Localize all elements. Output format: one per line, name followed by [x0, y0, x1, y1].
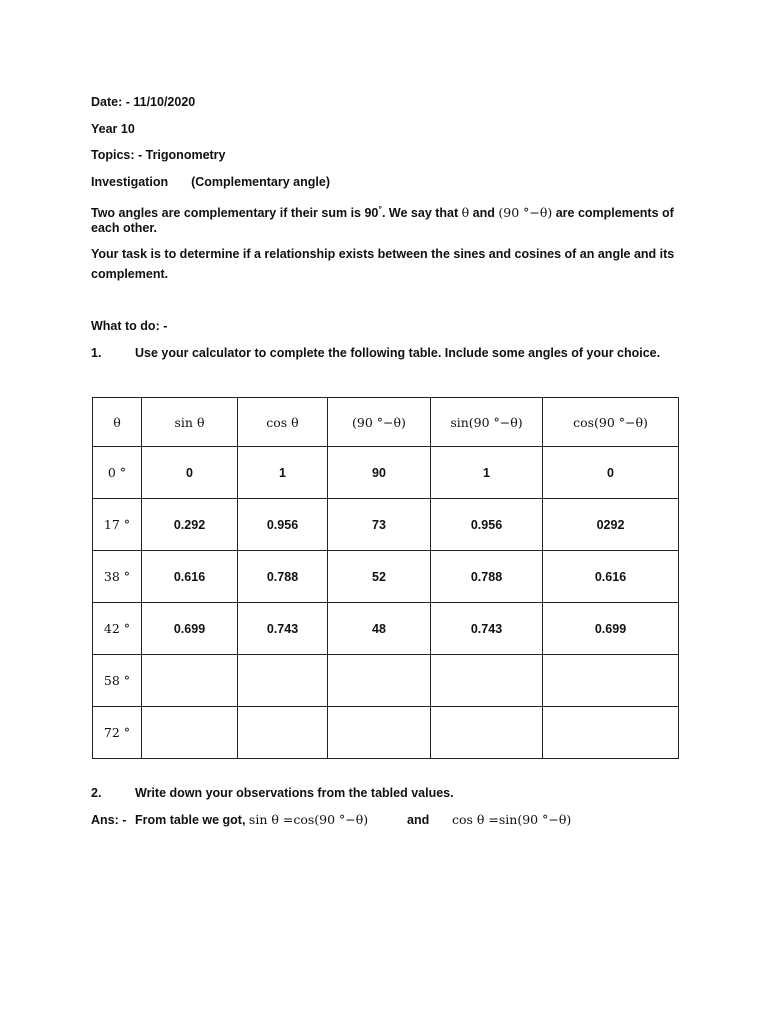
cos-cell: 0.956: [238, 499, 328, 551]
cos-complement-cell: 0.699: [543, 603, 679, 655]
table-row: [93, 707, 679, 759]
cos-complement-cell: 0: [543, 447, 679, 499]
complement-expression: (90 °−θ): [498, 205, 553, 221]
investigation-title: (Complementary angle): [191, 175, 330, 189]
answer-and: and: [407, 813, 430, 827]
cos-complement-cell: [543, 707, 679, 759]
table-row: [93, 447, 679, 499]
cos-cell: 0.788: [238, 551, 328, 603]
intro-text: . We say that: [381, 206, 462, 221]
date-line: Date: - 11/10/2020: [91, 95, 196, 109]
cos-cell: [238, 707, 328, 759]
investigation-line: [91, 172, 330, 192]
theta-symbol: θ: [461, 205, 470, 221]
sin-cell: 0.616: [142, 551, 238, 603]
sin-cell: 0.292: [142, 499, 238, 551]
table-header-row: [93, 398, 679, 447]
degree-symbol: °: [378, 204, 382, 214]
investigation-label: Investigation: [91, 175, 169, 189]
cos-cell: 0.743: [238, 603, 328, 655]
what-to-do-heading: What to do: -: [91, 319, 168, 333]
complement-cell: 90: [328, 447, 431, 499]
sin-cell: [142, 655, 238, 707]
step-1-text: Use your calculator to complete the following table. Include some angles of your choice.: [135, 346, 661, 360]
sin-complement-cell: 0.788: [431, 551, 543, 603]
cos-complement-cell: 0292: [543, 499, 679, 551]
answer-label: Ans: -: [91, 813, 127, 827]
intro-paragraph-1: [91, 199, 674, 223]
intro-paragraph-1-continued: each other.: [91, 221, 157, 235]
sin-cell: [142, 707, 238, 759]
angle-cell: 17 °: [93, 499, 142, 551]
step-2-number: 2.: [91, 786, 102, 800]
intro-text: are complements of: [552, 206, 674, 221]
table-row: [93, 499, 679, 551]
header-cos-theta: cos θ: [238, 398, 328, 447]
table-row: [93, 551, 679, 603]
header-theta: θ: [93, 398, 142, 447]
complement-cell: 52: [328, 551, 431, 603]
answer-equation-1: sin θ =cos(90 °−θ): [248, 812, 369, 827]
sin-complement-cell: 1: [431, 447, 543, 499]
angle-cell: 58 °: [93, 655, 142, 707]
cos-complement-cell: [543, 655, 679, 707]
year-line: Year 10: [91, 122, 135, 136]
answer-line: [135, 810, 368, 830]
sin-complement-cell: 0.743: [431, 603, 543, 655]
intro-text: Two angles are complementary if their sum is 90: [91, 206, 379, 221]
trig-table: [92, 397, 679, 759]
answer-lead: From table we got,: [135, 813, 246, 827]
header-complement: (90 °−θ): [328, 398, 431, 447]
complement-cell: [328, 707, 431, 759]
angle-cell: 72 °: [93, 707, 142, 759]
complement-cell: [328, 655, 431, 707]
step-1-number: 1.: [91, 346, 102, 360]
complement-cell: 48: [328, 603, 431, 655]
intro-paragraph-2-continued: complement.: [91, 267, 169, 281]
header-sin-complement: sin(90 °−θ): [431, 398, 543, 447]
cos-complement-cell: 0.616: [543, 551, 679, 603]
answer-equation-2: cos θ =sin(90 °−θ): [452, 812, 572, 827]
step-2-text: Write down your observations from the tabled values.: [135, 786, 454, 800]
angle-cell: 38 °: [93, 551, 142, 603]
table-row: [93, 603, 679, 655]
header-sin-theta: sin θ: [142, 398, 238, 447]
topics-line: Topics: - Trigonometry: [91, 148, 226, 162]
intro-paragraph-2: Your task is to determine if a relationship exists between the sines and cosines of an angle and its: [91, 247, 675, 261]
header-cos-complement: cos(90 °−θ): [543, 398, 679, 447]
sin-cell: 0.699: [142, 603, 238, 655]
sin-complement-cell: [431, 707, 543, 759]
angle-cell: 42 °: [93, 603, 142, 655]
angle-cell: 0 °: [93, 447, 142, 499]
answer-equation-2-wrap: [452, 810, 571, 830]
table-row: [93, 655, 679, 707]
complement-cell: 73: [328, 499, 431, 551]
intro-text: and: [469, 206, 499, 221]
cos-cell: 1: [238, 447, 328, 499]
sin-complement-cell: [431, 655, 543, 707]
sin-cell: 0: [142, 447, 238, 499]
sin-complement-cell: 0.956: [431, 499, 543, 551]
cos-cell: [238, 655, 328, 707]
